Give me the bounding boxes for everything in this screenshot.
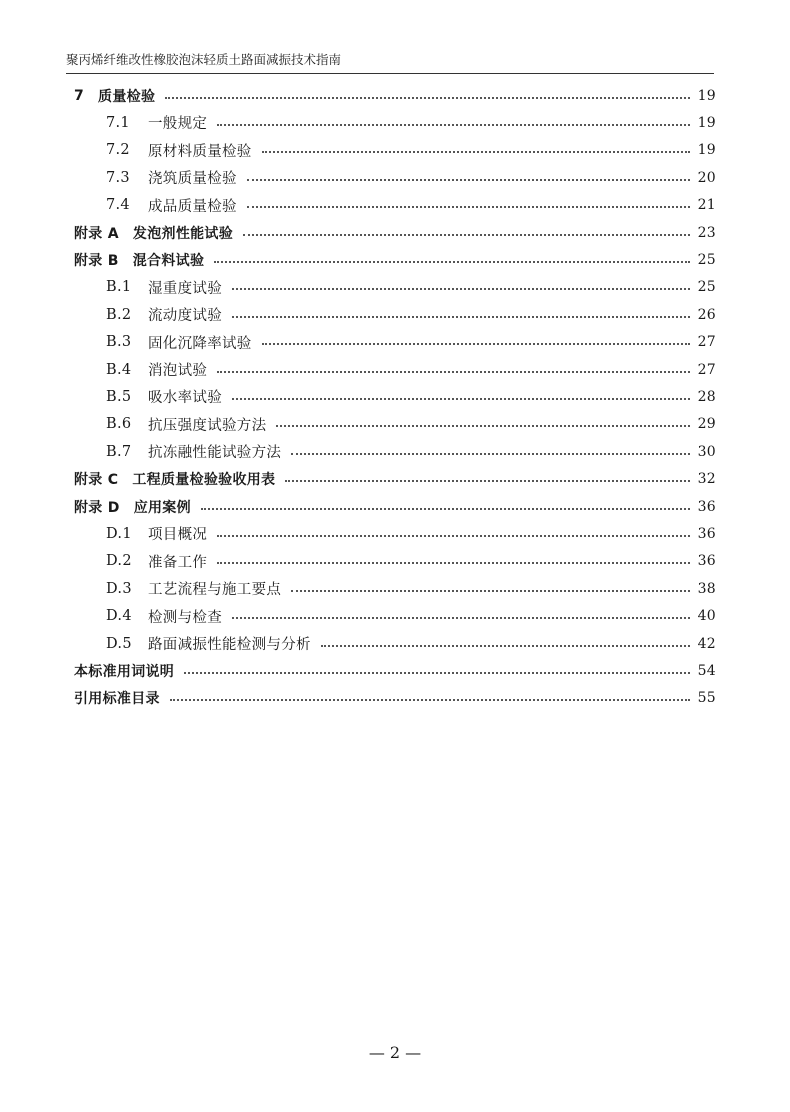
toc-entry-title: 工艺流程与施工要点	[148, 582, 282, 599]
toc-entry-page: 20	[697, 169, 716, 186]
toc-entry-page: 36	[697, 498, 716, 515]
toc-entry-page: 40	[697, 608, 716, 625]
toc-entry-title: 抗压强度试验方法	[148, 417, 267, 434]
toc-entry[interactable]	[106, 192, 716, 219]
toc-entry-title: 一般规定	[148, 116, 208, 133]
toc-entry-title: 发泡剂性能试验	[132, 225, 234, 242]
toc-entry-number: B.6	[106, 416, 132, 433]
toc-entry-title: 吸水率试验	[148, 390, 222, 407]
toc-entry[interactable]	[74, 246, 716, 273]
toc-entry-page: 19	[697, 87, 716, 104]
toc-entry-page: 30	[697, 443, 716, 460]
toc-entry-number: B.1	[106, 279, 132, 296]
dot-leader	[262, 343, 690, 345]
toc-entry-title: 湿重度试验	[148, 280, 222, 297]
dot-leader	[243, 234, 690, 236]
toc-entry-title: 混合料试验	[132, 252, 205, 269]
dot-leader	[201, 508, 690, 510]
toc-entry-title: 应用案例	[133, 499, 191, 516]
dot-leader	[232, 288, 690, 290]
toc-entry-title: 工程质量检验验收用表	[132, 472, 276, 489]
toc-entry-title: 质量检验	[98, 88, 156, 105]
toc-entry[interactable]	[74, 82, 716, 109]
toc-entry[interactable]	[106, 301, 716, 328]
toc-entry-page: 26	[697, 306, 716, 323]
toc-entry[interactable]	[106, 109, 716, 136]
toc-entry-title: 消泡试验	[148, 363, 208, 379]
toc-entry-number: D.4	[106, 608, 132, 625]
toc-entry-page: 25	[697, 251, 716, 268]
dot-leader	[170, 699, 690, 701]
toc-entry-number: D.1	[106, 525, 132, 542]
toc-entry-number: 附录 A	[74, 225, 119, 242]
toc-entry-number: B.4	[106, 361, 132, 378]
toc-entry[interactable]	[74, 493, 716, 520]
toc-entry-page: 42	[697, 635, 716, 652]
toc-entry-page: 28	[697, 388, 716, 405]
toc-entry-page: 36	[697, 553, 716, 570]
page-number: — 2 —	[368, 1043, 422, 1062]
toc-entry[interactable]	[106, 383, 716, 410]
toc-entry[interactable]	[74, 219, 716, 246]
toc-entry[interactable]	[106, 137, 716, 164]
dot-leader	[291, 453, 689, 455]
toc-entry-number: 7.4	[106, 197, 130, 214]
toc-entry[interactable]	[106, 520, 716, 547]
toc-entry-number: D.5	[106, 635, 132, 652]
toc-entry-title: 浇筑质量检验	[148, 171, 237, 188]
dot-leader	[321, 645, 690, 647]
toc-entry-page: 25	[697, 279, 716, 296]
toc-entry[interactable]	[106, 438, 716, 465]
toc-entry[interactable]	[106, 356, 716, 383]
dot-leader	[232, 398, 690, 400]
dot-leader	[232, 617, 690, 619]
toc-entry-number: 7.2	[106, 142, 130, 159]
toc-entry-title: 流动度试验	[148, 308, 222, 325]
dot-leader	[217, 562, 689, 564]
toc-entry-number: B.2	[106, 306, 132, 323]
dot-leader	[217, 124, 689, 126]
dot-leader	[285, 480, 689, 482]
toc-entry-number: D.3	[106, 580, 132, 597]
dot-leader	[217, 535, 689, 537]
dot-leader	[276, 425, 689, 427]
dot-leader	[165, 97, 689, 99]
toc-entry-page: 21	[697, 197, 716, 214]
toc-entry-number: 附录 B	[74, 252, 119, 269]
dot-leader	[184, 672, 689, 674]
toc-entry[interactable]	[106, 411, 716, 438]
toc-entry-title: 本标准用词说明	[74, 663, 175, 680]
toc-entry-number: B.3	[106, 334, 132, 351]
toc-entry-title: 准备工作	[148, 554, 208, 571]
toc-entry-page: 55	[697, 690, 716, 707]
toc-entry[interactable]	[106, 603, 716, 630]
toc-entry[interactable]	[74, 466, 716, 493]
toc-entry-page: 19	[697, 142, 716, 159]
toc-entry-page: 38	[697, 580, 716, 597]
toc-entry[interactable]	[106, 329, 716, 356]
toc-entry-page: 19	[697, 114, 716, 131]
toc-entry[interactable]	[74, 657, 716, 684]
toc-entry-page: 23	[697, 224, 716, 241]
dot-leader	[247, 179, 690, 181]
toc-entry-page: 36	[697, 525, 716, 542]
dot-leader	[214, 261, 689, 263]
toc-entry-title: 路面减振性能检测与分析	[148, 637, 311, 653]
toc-entry-title: 成品质量检验	[148, 198, 237, 215]
header-divider	[66, 73, 714, 74]
toc-entry-page: 27	[697, 334, 716, 351]
toc-entry-number: 7.3	[106, 169, 130, 186]
toc-entry[interactable]	[106, 164, 716, 191]
toc-entry-number: D.2	[106, 553, 132, 570]
toc-entry-title: 抗冻融性能试验方法	[148, 445, 282, 462]
toc-entry[interactable]	[106, 274, 716, 301]
dot-leader	[232, 316, 690, 318]
dot-leader	[291, 590, 689, 592]
toc-entry-title: 引用标准目录	[74, 691, 160, 708]
toc-entry[interactable]	[106, 630, 716, 657]
toc-entry-page: 27	[697, 361, 716, 378]
toc-entry-title: 固化沉降率试验	[148, 335, 252, 352]
dot-leader	[217, 371, 689, 373]
toc-entry-number: B.7	[106, 443, 132, 460]
toc-entry-title: 原材料质量检验	[148, 143, 252, 160]
toc-entry-number: B.5	[106, 388, 132, 405]
toc-entry-number: 7	[74, 87, 85, 104]
toc-entry-number: 附录 D	[74, 499, 120, 516]
toc-entry-page: 54	[697, 662, 716, 679]
toc-entry-page: 29	[697, 416, 716, 433]
toc-entry[interactable]	[106, 575, 716, 602]
toc-entry-number: 7.1	[106, 114, 130, 131]
toc-entry-title: 项目概况	[148, 527, 208, 544]
dot-leader	[247, 206, 690, 208]
toc-entry[interactable]	[106, 548, 716, 575]
toc-entry-page: 32	[697, 471, 716, 488]
dot-leader	[262, 151, 690, 153]
toc-entry-number: 附录 C	[74, 472, 119, 489]
toc-entry-title: 检测与检查	[148, 609, 222, 626]
toc-entry[interactable]	[74, 685, 716, 712]
running-header: 聚丙烯纤维改性橡胶泡沫轻质土路面减振技术指南	[66, 52, 342, 67]
